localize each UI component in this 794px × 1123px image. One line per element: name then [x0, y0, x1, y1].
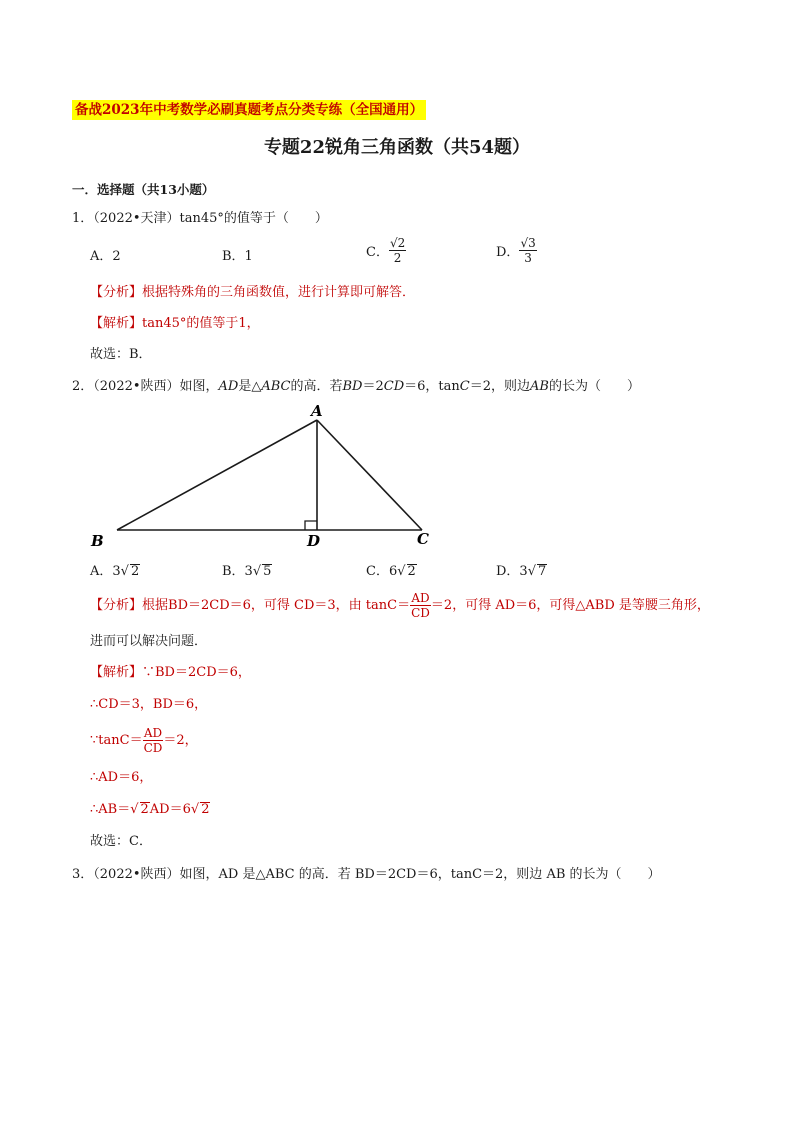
side-ab — [117, 420, 317, 530]
q2-solution-line-5: ∴AB＝√ 2AD＝6√ 2 — [90, 802, 210, 817]
q2-option-d-prefix: D．3 — [496, 564, 528, 579]
q2-stem-part: ＝2，则边 — [469, 379, 530, 394]
q1-solution: 【解析】tan45°的值等于1， — [90, 316, 260, 331]
q2-option-d-radicand: 7 — [538, 564, 547, 579]
question-3-stem: 3．（2022•陕西）如图，AD 是△ABC 的高．若 BD＝2CD＝6，tanC＝2，则边 AB 的长为（ ） — [72, 867, 661, 882]
q2-stem-part: 是△ — [238, 379, 262, 394]
q2-stem-part: 的高．若 — [290, 379, 343, 394]
right-angle-mark — [305, 521, 317, 530]
q1-option-d — [496, 236, 537, 265]
side-ac — [317, 420, 422, 530]
q1-d-numerator: √3 — [520, 236, 536, 250]
q2-answer: 故选：C． — [90, 834, 152, 849]
q2-option-c-radicand: 2 — [407, 564, 416, 579]
q2-option-a-prefix: A．3 — [90, 564, 121, 579]
q1-answer: 故选：B． — [90, 347, 152, 362]
q2-stem-part: 2．（2022•陕西）如图， — [72, 379, 219, 394]
vertex-label-c: C — [417, 530, 429, 548]
q2-stem-var: AB — [530, 379, 549, 394]
q2-solution-radicand: 2 — [201, 802, 210, 817]
q2-option-a: A．3√ 2 — [90, 564, 140, 579]
q2-analysis-frac-num: AD — [411, 591, 430, 605]
q2-option-a-radicand: 2 — [130, 564, 140, 579]
q2-option-b: B．3√ 5 — [222, 564, 272, 579]
q2-solution-line-4: ∴AD＝6， — [90, 770, 153, 785]
q2-solution-frac-num: AD — [143, 726, 163, 740]
q1-c-numerator: √2 — [389, 236, 406, 250]
q2-stem-part: 的长为（ ） — [548, 379, 640, 394]
q1-option-a: A．2 — [90, 249, 121, 264]
q2-stem-var: AD — [218, 379, 239, 394]
q2-option-c-prefix: C．6 — [366, 564, 398, 579]
q2-stem-var: BD — [342, 379, 363, 394]
q2-stem-part: ＝2 — [362, 379, 384, 394]
q1-option-d-label: D． — [496, 245, 520, 260]
question-2-stem — [72, 378, 640, 396]
q2-stem-var: C — [459, 379, 470, 394]
q2-stem-part: ＝6，tan — [404, 379, 460, 394]
q2-solution-frac-den: CD — [143, 741, 163, 755]
question-1-stem: 1．（2022•天津）tan45°的值等于（ ） — [72, 211, 328, 226]
vertex-label-d: D — [307, 532, 321, 550]
q1-d-denominator: 3 — [524, 251, 532, 265]
q2-analysis-part: ＝2，可得 AD＝6，可得△ABD 是等腰三角形， — [430, 598, 710, 613]
q2-option-b-radicand: 5 — [263, 564, 272, 579]
banner: 备战2023年中考数学必刷真题考点分类专练（全国通用） — [72, 100, 426, 120]
q2-option-d: D．3√ 7 — [496, 564, 547, 579]
q2-option-b-prefix: B．3 — [222, 564, 253, 579]
q2-option-c: C．6√ 2 — [366, 564, 416, 579]
q1-option-c-label: C． — [366, 245, 389, 260]
q1-c-denominator: 2 — [393, 251, 402, 265]
q2-solution-part: ＝2， — [163, 733, 198, 748]
q2-analysis-part: BD＝2CD＝6，可得 CD＝3，由 tanC＝ — [168, 598, 411, 613]
q2-solution-part: ∴AB＝ — [90, 802, 131, 817]
q2-solution-radicand: 2 — [140, 802, 149, 817]
vertex-label-a: A — [311, 402, 323, 420]
q1-analysis: 【分析】根据特殊角的三角函数值，进行计算即可解答． — [90, 285, 416, 300]
q2-solution-line-3 — [90, 726, 198, 755]
q2-stem-var: CD — [383, 379, 405, 394]
triangle-figure — [85, 400, 455, 550]
q2-analysis-cont: 进而可以解决问题． — [90, 634, 208, 649]
q1-option-c — [366, 236, 406, 265]
q2-stem-var: ABC — [261, 379, 291, 394]
q2-solution-part: ∵tanC＝ — [90, 733, 143, 748]
q2-solution-line-1: 【解析】∵BD＝2CD＝6， — [90, 665, 251, 680]
q2-analysis-part: 【分析】根据 — [90, 598, 169, 613]
q2-solution-part: AD＝6 — [149, 802, 191, 817]
vertex-label-b: B — [91, 532, 104, 550]
page-title: 专题22锐角三角函数（共54题） — [263, 137, 531, 158]
q2-analysis-frac-den: CD — [411, 606, 430, 620]
q2-analysis — [90, 591, 710, 620]
q2-solution-line-2: ∴CD＝3，BD＝6， — [90, 697, 208, 712]
q1-option-b: B．1 — [222, 249, 253, 264]
section-heading: 一．选择题（共13小题） — [72, 182, 215, 197]
